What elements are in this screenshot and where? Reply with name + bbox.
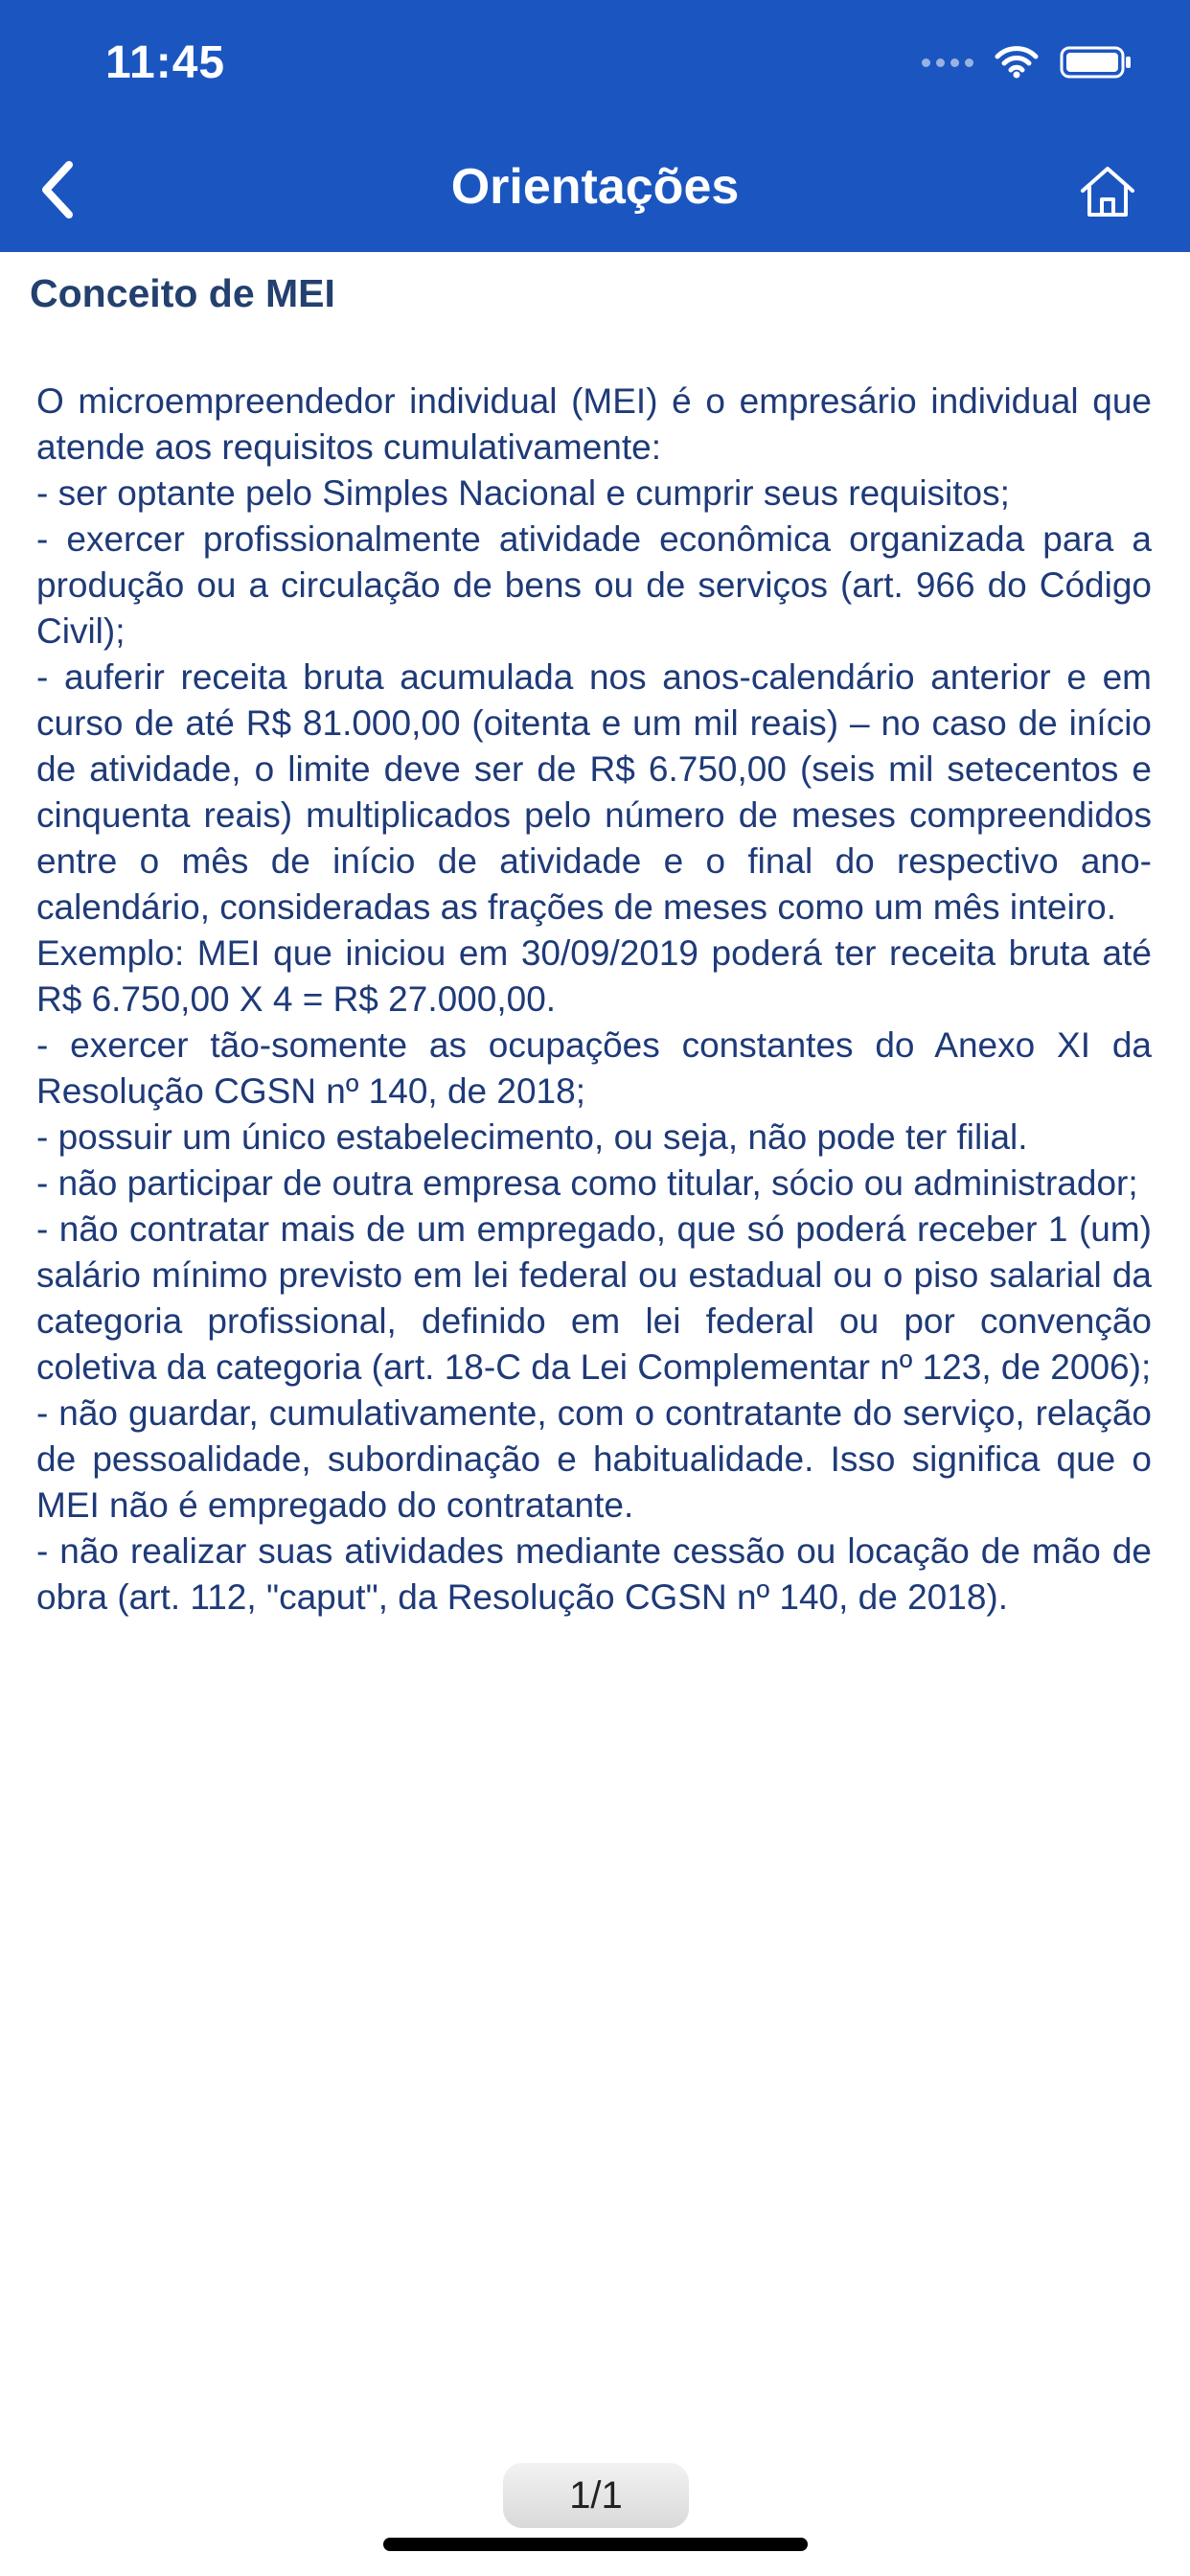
page-title: Orientações — [450, 159, 740, 215]
home-button[interactable] — [1077, 161, 1138, 222]
paragraph-requirement: - não contratar mais de um empregado, que só poderá receber 1 (um) salário mínimo previsto em lei federal ou estadual ou o piso salarial da categoria profissional, definido em lei federal ou por convenção coletiva da categoria (art. 18-C da Lei Complementar nº 123, de 2006); — [36, 1209, 1152, 1387]
paragraph-requirement: - não guardar, cumulativamente, com o contratante do serviço, relação de pessoalidade, subordinação e habitualidade. Isso significa que o MEI não é empregado do contratante. — [36, 1393, 1152, 1525]
paragraph-requirement: - exercer profissionalmente atividade econômica organizada para a produção ou a circulação de bens ou de serviços (art. 966 do Código Civil); — [36, 519, 1152, 651]
status-time: 11:45 — [105, 37, 226, 88]
home-indicator-bar[interactable] — [383, 2538, 808, 2551]
navigation-header — [0, 0, 1190, 252]
battery-icon — [1060, 45, 1133, 80]
paragraph-requirement: - ser optante pelo Simples Nacional e cumprir seus requisitos; — [36, 473, 1010, 513]
paragraph-example: Exemplo: MEI que iniciou em 30/09/2019 poderá ter receita bruta até R$ 6.750,00 X 4 = R$ 27.000,00. — [36, 933, 1152, 1019]
paragraph-requirement: - não participar de outra empresa como titular, sócio ou administrador; — [36, 1163, 1138, 1203]
cellular-signal-icon — [922, 58, 973, 67]
paragraph-requirement: - não realizar suas atividades mediante cessão ou locação de mão de obra (art. 112, "caput", da Resolução CGSN nº 140, de 2018). — [36, 1531, 1152, 1617]
status-icons — [922, 43, 1133, 81]
paragraph-requirement: - auferir receita bruta acumulada nos anos-calendário anterior e em curso de até R$ 81.000,00 (oitenta e um mil reais) – no caso de início de atividade, o limite deve ser de R$ 6.750,00 (seis mil setecentos e cinquenta reais) multiplicados pelo número de meses compreendidos entre o mês de início de atividade e o final do respectivo ano-calendário, consideradas as frações de meses como um mês inteiro. — [36, 657, 1152, 927]
section-title: Conceito de MEI — [30, 271, 335, 315]
home-icon — [1079, 165, 1136, 218]
paragraph-requirement: - exercer tão-somente as ocupações constantes do Anexo XI da Resolução CGSN nº 140, de 2018; — [36, 1025, 1152, 1111]
paragraph-intro: O microempreendedor individual (MEI) é o empresário individual que atende aos requisitos cumulativamente: — [36, 381, 1152, 467]
content-body — [36, 379, 1152, 1621]
page-indicator: 1/1 — [503, 2463, 689, 2528]
paragraph-requirement: - possuir um único estabelecimento, ou seja, não pode ter filial. — [36, 1117, 1028, 1157]
wifi-icon — [995, 46, 1039, 79]
